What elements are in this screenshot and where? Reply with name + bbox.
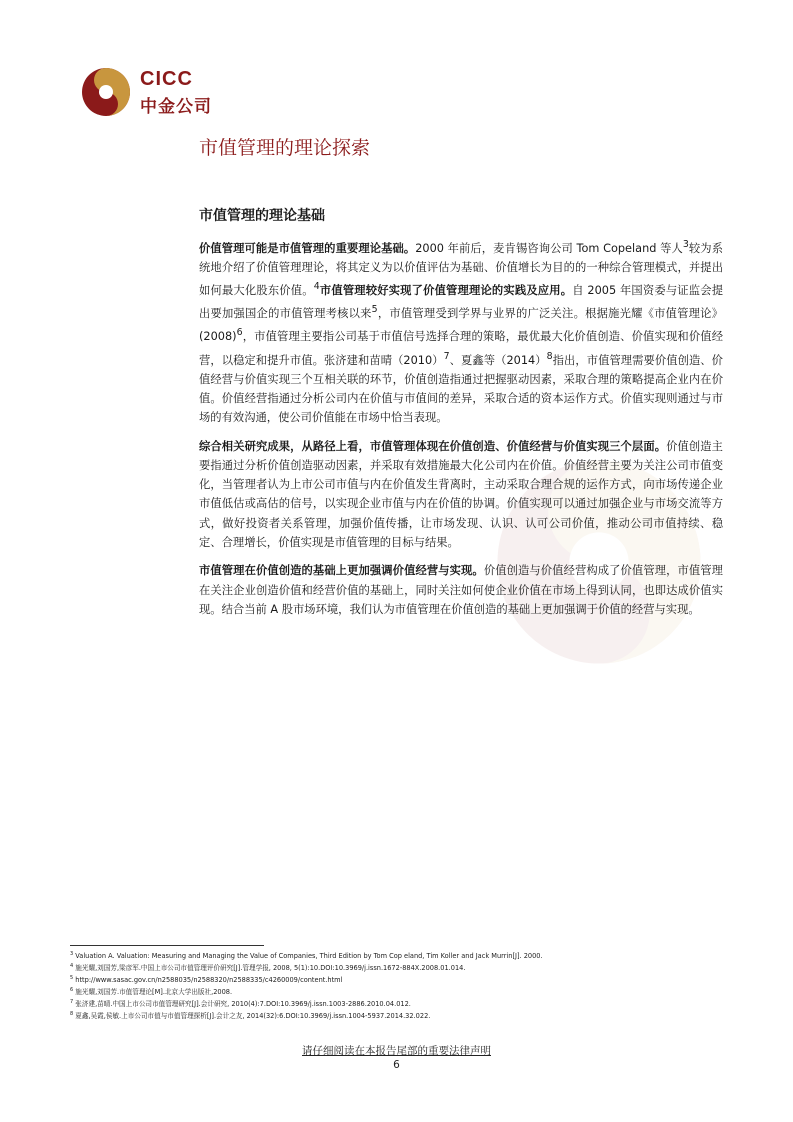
footnote-item (70, 998, 690, 1010)
footnote-text: 夏鑫,吴霞,侯敏.上市公司市值与市值管理探析[J].会计之友, 2014(32):6.DOI:10.3969/j.issn.1004-5937.2014.32.022. (75, 1012, 431, 1021)
paragraph-1-text: 较为系统地介绍了价值管理理论，将其定义为以价值评估为基础、价值增长为目的的一种综合管理模式，并提出如何最大化股东价值。 (199, 241, 723, 298)
paragraph-1-emphasis: 市值管理较好实现了价值管理理论的实践及应用。 (319, 284, 573, 298)
footnote-ref: 7 (443, 350, 450, 362)
footnote-ref: 5 (371, 304, 378, 316)
cicc-logo-icon (80, 66, 132, 118)
legal-disclaimer-link[interactable]: 请仔细阅读在本报告尾部的重要法律声明 (302, 1045, 491, 1057)
paragraph-1 (199, 235, 723, 428)
footnote-ref: 4 (313, 281, 320, 293)
cicc-logo (80, 66, 230, 116)
paragraph-1-text: 指出，市值管理需要价值创造、价值经营与价值实现三个互相关联的环节，价值创造指通过把握驱动因素，采取合理的策略提高企业内在价值。价值经营指通过分析公司内在价值与市值间的差异，采取合适的资本运作方式。价值实现则通过与市场的有效沟通，使公司价值能在市场中恰当表现。 (199, 353, 723, 425)
footnote-number: 5 (70, 975, 74, 982)
logo-text-en: CICC (140, 68, 193, 90)
paragraph-1-text: 2000 年前后，麦肯锡咨询公司 Tom Copeland 等人 (415, 241, 683, 255)
footnotes (70, 945, 690, 1023)
paragraph-3 (199, 561, 723, 619)
page-number: 6 (393, 1059, 400, 1071)
logo-text-cn: 中金公司 (140, 97, 212, 117)
footnote-number: 3 (70, 951, 74, 957)
paragraph-2 (199, 437, 723, 553)
footnote-item (70, 1010, 690, 1022)
footnote-number: 4 (70, 963, 74, 970)
footnote-text: 张济建,苗晴.中国上市公司市值管理研究[J].会计研究, 2010(4):7.DOI:10.3969/j.issn.1003-2886.2010.04.012. (75, 1000, 411, 1009)
paragraph-3-lead: 市值管理在价值创造的基础上更加强调价值经营与实现。 (199, 564, 484, 578)
footnote-text: 施光耀,刘国芳,梁彦军.中国上市公司市值管理评价研究[J].管理学报, 2008, 5(1):10.DOI:10.3969/j.issn.1672-884X.2008.01.014. (75, 964, 466, 973)
page-title: 市值管理的理论探索 (199, 137, 371, 159)
section-title: 市值管理的理论基础 (199, 208, 325, 224)
paragraph-1-lead: 价值管理可能是市值管理的重要理论基础。 (199, 241, 416, 255)
footnote-item (70, 974, 690, 986)
footnote-number: 8 (70, 1011, 74, 1018)
footnote-link[interactable]: http://www.sasac.gov.cn/n2588035/n2588320/n2588335/c4260009/content.html (75, 976, 343, 985)
paragraph-2-text: 价值创造主要指通过分析价值创造驱动因素，并采取有效措施最大化公司内在价值。价值经营主要为关注公司市值变化，当管理者认为上市公司市值与内在价值发生背离时，主动采取合理合规的运作方式，向市场传递企业市值低估或高估的信号，以实现企业市值与内在价值的协调。价值实现可以通过加强企业与市场交流等方式，做好投资者关系管理，加强价值传播，让市场发现、认识、认可公司价值，推动公司市值持续、稳定、合理增长，价值实现是市值管理的目标与结果。 (199, 439, 723, 549)
footnote-number: 7 (70, 999, 74, 1006)
footnote-item (70, 986, 690, 998)
footnote-number: 6 (70, 987, 74, 994)
body-text (199, 235, 723, 628)
paragraph-2-lead: 综合相关研究成果，从路径上看，市值管理体现在价值创造、价值经营与价值实现三个层面。 (199, 439, 667, 453)
paragraph-1-text: 自 2005 年国资委与证监会提出要加强国企的市值管理考核以来 (199, 284, 723, 321)
footnote-ref: 3 (682, 239, 689, 250)
footnote-item (70, 962, 690, 974)
footnote-text: Valuation A. Valuation: Measuring and Managing the Value of Companies, Third Edition by Tom Cop eland, Tim Koller and Jack Murrin[J]. 2000. (75, 952, 543, 961)
paragraph-1-text: ，市值管理主要指公司基于市值信号选择合理的策略，最优最大化价值创造、价值实现和价值经营，以稳定和提升市值。张济建和苗晴（2010） (199, 330, 723, 367)
footnote-item (70, 950, 690, 962)
footnote-ref: 8 (546, 350, 553, 362)
paragraph-3-text: 价值创造与价值经营构成了价值管理，市值管理在关注企业创造价值和经营价值的基础上，同时关注如何使企业价值在市场上得到认同，也即达成价值实现。结合当前 A 股市场环境，我们认为市值管理在价值创造的基础上更加强调于价值的经营与实现。 (199, 564, 723, 616)
paragraph-1-text: ，市值管理受到学界与业界的广泛关注。根据施光耀《市值管理论》(2008) (199, 307, 723, 344)
paragraph-1-text: 、夏鑫等（2014） (449, 353, 547, 367)
footnote-ref: 6 (236, 327, 243, 339)
footnote-text: 施光耀,刘国芳.市值管理论[M].北京大学出版社,2008. (75, 988, 233, 997)
footnote-divider (70, 945, 264, 946)
